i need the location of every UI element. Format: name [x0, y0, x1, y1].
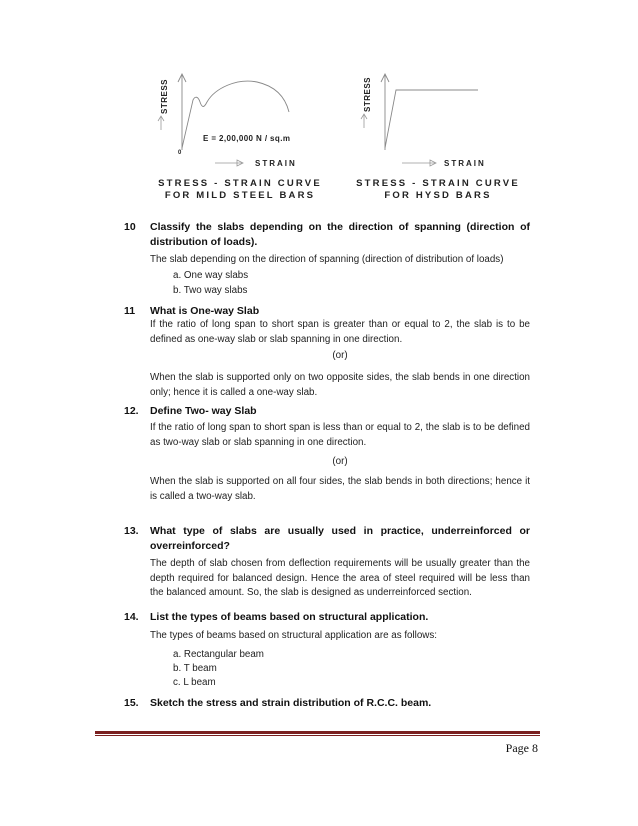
question-number: 15.: [124, 697, 139, 709]
answer-text-alt: When the slab is supported only on two opposite sides, the slab bends in one direction only; hence it is called a one-way slab.: [150, 372, 530, 398]
or-separator: (or): [332, 350, 348, 361]
answer-text: The slab depending on the direction of spanning (direction of distribution of loads): [150, 254, 504, 265]
list-item: a. One way slabs: [173, 270, 249, 281]
question-number: 13.: [124, 525, 139, 537]
answer-text: The depth of slab chosen from deflection requirements will be usually greater than the depth required for balanced design. Hence the area of steel required will be less than the balanced amount. So, the slab is designed as underreinforced section.: [150, 558, 530, 598]
question-title: List the types of beams based on structural application.: [150, 611, 429, 623]
caption-line-2: FOR MILD STEEL BARS: [164, 190, 316, 201]
question-title: What type of slabs are usually used in practice, underreinforced or overreinforced?: [150, 525, 530, 552]
question-number: 12.: [124, 405, 139, 417]
y-axis-label: STRESS: [363, 76, 372, 112]
question-number: 11: [124, 305, 136, 317]
caption-line-1: STRESS - STRAIN CURVE: [158, 178, 322, 189]
answer-text: The types of beams based on structural application are as follows:: [150, 630, 437, 641]
y-axis-label: STRESS: [160, 78, 169, 114]
question-title: Sketch the stress and strain distribution of R.C.C. beam.: [150, 697, 432, 709]
list-item: b. Two way slabs: [173, 285, 248, 296]
stress-strain-curve: [385, 90, 478, 148]
caption-line-1: STRESS - STRAIN CURVE: [356, 178, 520, 189]
answer-text: If the ratio of long span to short span is greater than or equal to 2, the slab is to be defined as one-way slab or slab spanning in one direction.: [150, 319, 530, 345]
mild-steel-caption: [140, 178, 340, 202]
origin-label: 0: [178, 150, 182, 156]
list-item: c. L beam: [173, 677, 216, 688]
footer-rule-thick: [95, 731, 540, 734]
hysd-caption: [338, 178, 538, 202]
question-title: What is One-way Slab: [150, 305, 260, 317]
x-axis-label: STRAIN: [255, 159, 297, 168]
page-number: Page 8: [505, 741, 538, 755]
footer-rule-thin: [95, 735, 540, 736]
hysd-stress-strain-diagram: [348, 68, 538, 178]
question-number: 10: [124, 221, 136, 233]
answer-text: If the ratio of long span to short span is less than or equal to 2, the slab is to be defined as two-way slab or slab spanning in one direction.: [150, 422, 530, 448]
or-separator: (or): [332, 456, 348, 467]
x-axis-label: STRAIN: [444, 159, 486, 168]
question-title: Classify the slabs depending on the direction of spanning (direction of distribution of loads).: [150, 221, 530, 248]
question-number: 14.: [124, 611, 139, 623]
answer-text-alt: When the slab is supported on all four sides, the slab bends in both directions; hence it is called a two-way slab.: [150, 476, 530, 502]
mild-steel-stress-strain-diagram: [145, 68, 335, 178]
question-title: Define Two- way Slab: [150, 405, 257, 417]
list-item: b. T beam: [173, 663, 217, 674]
list-item: a. Rectangular beam: [173, 649, 264, 660]
caption-line-2: FOR HYSD BARS: [384, 190, 492, 201]
modulus-label: E = 2,00,000 N / sq.m: [203, 134, 291, 143]
